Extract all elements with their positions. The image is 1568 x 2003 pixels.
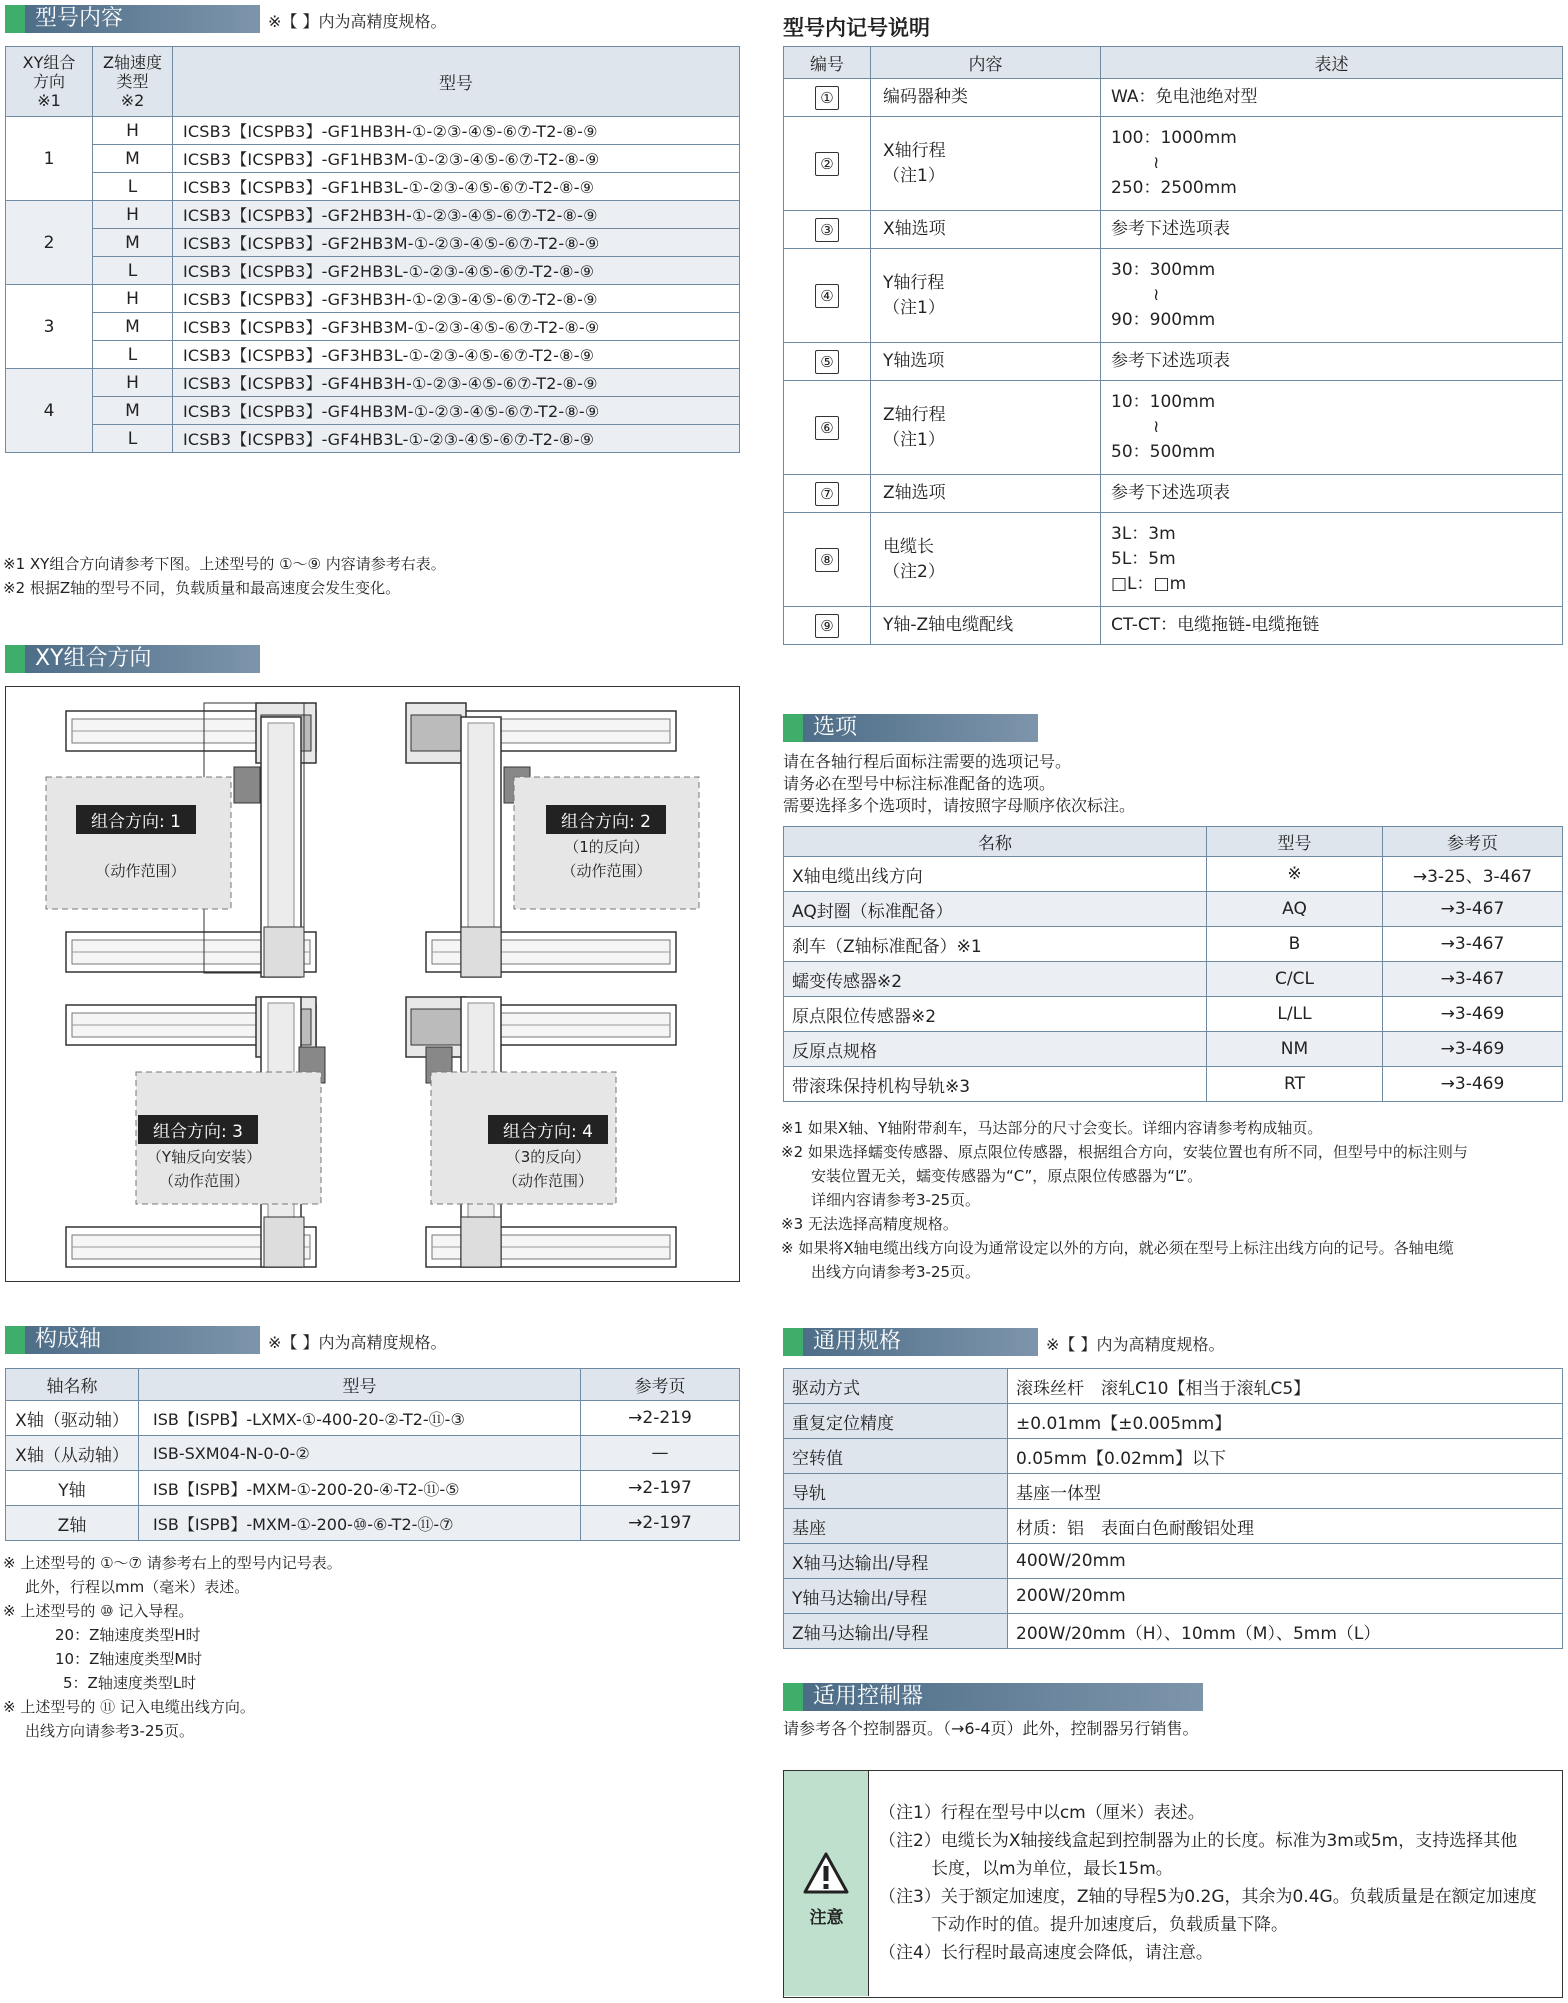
table-row (6, 257, 740, 285)
col-header-xy: XY组合 方向 ※1 (6, 47, 93, 117)
table-row (6, 397, 740, 425)
xy-diagram (6, 687, 738, 1280)
options-table-body (784, 857, 1563, 1102)
axis-name-cell: Z轴 (6, 1506, 139, 1541)
desc-line: 30：300mm (1111, 260, 1216, 280)
note-line: ※1 如果X轴、Y轴附带刹车，马达部分的尺寸会变长。详细内容请参考构成轴页。 (781, 1119, 1323, 1137)
warning-icon (802, 1851, 850, 1895)
table-row (784, 211, 1563, 249)
model-code-cell: ICSB3【ICSPB3】-GF2HB3M-①-②③-④⑤-⑥⑦-T2-⑧-⑨ (173, 229, 740, 257)
table-row (784, 513, 1563, 607)
axis-model-cell: ISB-SXM04-N-0-0-② (139, 1436, 581, 1471)
axis-model-cell: ISB【ISPB】-MXM-①-200-⑩-⑥-T2-⑪-⑦ (139, 1506, 581, 1541)
axis-page-cell: →2-197 (581, 1506, 740, 1541)
table-row (784, 1369, 1563, 1404)
option-name-cell: 刹车（Z轴标准配备）※1 (784, 927, 1207, 962)
col-header-model: 型号 (173, 47, 740, 117)
note-line: ※3 无法选择高精度规格。 (781, 1215, 958, 1233)
desc-line: 5L：5m (1111, 549, 1176, 569)
code-desc-cell (1101, 513, 1563, 607)
direction-sub: （3的反向） (505, 1148, 591, 1166)
spec-key-cell: 重复定位精度 (784, 1404, 1008, 1439)
option-name-cell: 带滚珠保持机构导轨※3 (784, 1067, 1207, 1102)
spec-value-cell: 200W/20mm（H）、10mm（M）、5mm（L） (1008, 1614, 1563, 1649)
option-page-cell: →3-467 (1383, 962, 1563, 997)
option-name-cell: AQ封圈（标准配备） (784, 892, 1207, 927)
col-header: 内容 (871, 47, 1101, 79)
option-code-cell: B (1207, 927, 1383, 962)
intro-line: 请务必在型号中标注标准配备的选项。 (783, 774, 1056, 793)
spec-value-cell: 滚珠丝杆 滚轧C10【相当于滚轧C5】 (1008, 1369, 1563, 1404)
code-content-cell (871, 343, 1101, 381)
table-row (6, 201, 740, 229)
table-row (784, 249, 1563, 343)
code-number: ⑤ (815, 350, 839, 374)
caution-line: （注3）关于额定加速度，Z轴的导程5为0.2G，其余为0.4G。负载质量是在额定加速度 (879, 1887, 1537, 1907)
code-number-cell (784, 475, 871, 513)
note-line: 此外，行程以mm（毫米）表述。 (25, 1578, 250, 1596)
col-header: 名称 (784, 827, 1207, 857)
code-number: ② (815, 152, 839, 176)
option-page-cell: →3-467 (1383, 892, 1563, 927)
note-line: 出线方向请参考3-25页。 (25, 1722, 195, 1740)
option-code-cell: AQ (1207, 892, 1383, 927)
table-row (784, 927, 1563, 962)
code-desc-cell (1101, 249, 1563, 343)
speed-cell: M (93, 229, 173, 257)
col-header: 轴名称 (6, 1369, 139, 1401)
table-row (784, 1614, 1563, 1649)
intro-line: 请在各轴行程后面标注需要的选项记号。 (783, 752, 1072, 771)
desc-line: □L：□m (1111, 574, 1187, 594)
table-row (784, 962, 1563, 997)
axes-table-body (6, 1401, 740, 1541)
desc-line: ≀ (1153, 153, 1160, 173)
model-code-cell: ICSB3【ICSPB3】-GF2HB3H-①-②③-④⑤-⑥⑦-T2-⑧-⑨ (173, 201, 740, 229)
desc-line: CT-CT：电缆拖链-电缆拖链 (1111, 615, 1320, 635)
content-line: （注2） (883, 561, 945, 582)
caution-side (784, 1771, 869, 1996)
xy-label-3 (138, 1115, 258, 1144)
model-code-cell: ICSB3【ICSPB3】-GF1HB3H-①-②③-④⑤-⑥⑦-T2-⑧-⑨ (173, 117, 740, 145)
note-line: 5：Z轴速度类型L时 (63, 1674, 197, 1692)
table-row (6, 341, 740, 369)
option-code-cell: RT (1207, 1067, 1383, 1102)
code-number: ⑧ (815, 548, 839, 572)
option-name-cell: X轴电缆出线方向 (784, 857, 1207, 892)
code-desc-cell (1101, 475, 1563, 513)
table-row (784, 1067, 1563, 1102)
xy-sub-4 (468, 1145, 628, 1193)
code-content-cell (871, 79, 1101, 117)
axis-name-cell: Y轴 (6, 1471, 139, 1506)
option-name-cell: 原点限位传感器※2 (784, 997, 1207, 1032)
model-code-cell: ICSB3【ICSPB3】-GF3HB3H-①-②③-④⑤-⑥⑦-T2-⑧-⑨ (173, 285, 740, 313)
spec-value-cell: 基座一体型 (1008, 1474, 1563, 1509)
table-row (784, 117, 1563, 211)
code-number-cell (784, 381, 871, 475)
table-row (784, 343, 1563, 381)
code-number-cell (784, 343, 871, 381)
speed-cell: M (93, 397, 173, 425)
codes-title: 型号内记号说明 (783, 16, 930, 40)
spec-key-cell: 基座 (784, 1509, 1008, 1544)
option-name-cell: 蠕变传感器※2 (784, 962, 1207, 997)
axis-page-cell: →2-197 (581, 1471, 740, 1506)
table-row (784, 1579, 1563, 1614)
direction-range: （动作范围） (561, 862, 652, 880)
model-code-cell: ICSB3【ICSPB3】-GF2HB3L-①-②③-④⑤-⑥⑦-T2-⑧-⑨ (173, 257, 740, 285)
axis-name-cell: X轴（从动轴） (6, 1436, 139, 1471)
section-title: XY组合方向 (35, 646, 152, 671)
speed-cell: H (93, 369, 173, 397)
table-row (784, 997, 1563, 1032)
table-row (6, 1401, 740, 1436)
table-row (6, 313, 740, 341)
direction-sub: （1的反向） (564, 838, 649, 856)
spec-key-cell: X轴马达输出/导程 (784, 1544, 1008, 1579)
option-code-cell: C/CL (1207, 962, 1383, 997)
code-number-cell (784, 513, 871, 607)
desc-line: 10：100mm (1111, 392, 1216, 412)
spec-value-cell: ±0.01mm【±0.005mm】 (1008, 1404, 1563, 1439)
code-desc-cell (1101, 607, 1563, 645)
section-header-axes (5, 1326, 260, 1354)
spec-key-cell: 空转值 (784, 1439, 1008, 1474)
axis-model-cell: ISB【ISPB】-LXMX-①-400-20-②-T2-⑪-③ (139, 1401, 581, 1436)
note-line: ※ 上述型号的 ①～⑦ 请参考右上的型号内记号表。 (3, 1554, 342, 1572)
model-code-cell: ICSB3【ICSPB3】-GF4HB3M-①-②③-④⑤-⑥⑦-T2-⑧-⑨ (173, 397, 740, 425)
option-code-cell: ※ (1207, 857, 1383, 892)
xy-direction-cell: 4 (6, 369, 93, 453)
code-desc-cell (1101, 79, 1563, 117)
caution-line: （注1）行程在型号中以cm（厘米）表述。 (879, 1803, 1205, 1823)
xy-direction-cell: 2 (6, 201, 93, 285)
code-content-cell (871, 513, 1101, 607)
spec-value-cell: 400W/20mm (1008, 1544, 1563, 1579)
caution-line: （注2）电缆长为X轴接线盒起到控制器为止的长度。标准为3m或5m，支持选择其他 (879, 1831, 1518, 1851)
xy-sub-2 (514, 835, 699, 883)
code-content-cell (871, 381, 1101, 475)
content-line: Y轴行程 (883, 272, 945, 293)
xy-label-4 (488, 1115, 608, 1144)
content-line: 电缆长 (883, 536, 934, 557)
option-page-cell: →3-25、3-467 (1383, 857, 1563, 892)
content-line: Y轴-Z轴电缆配线 (883, 615, 1014, 635)
specs-table-body (784, 1369, 1563, 1649)
xy-sub-3 (124, 1145, 284, 1193)
table-row (784, 892, 1563, 927)
col-header: 表述 (1101, 47, 1563, 79)
code-content-cell (871, 211, 1101, 249)
spec-key-cell: 驱动方式 (784, 1369, 1008, 1404)
desc-line: 3L：3m (1111, 524, 1176, 544)
content-line: （注1） (883, 297, 945, 318)
code-number-cell (784, 211, 871, 249)
xy-diagram-frame (5, 686, 740, 1282)
desc-line: 90：900mm (1111, 310, 1216, 330)
table-row (6, 229, 740, 257)
spec-value-cell: 0.05mm【0.02mm】以下 (1008, 1439, 1563, 1474)
speed-cell: L (93, 257, 173, 285)
speed-cell: L (93, 173, 173, 201)
direction-range: （动作范围） (502, 1172, 593, 1190)
table-row (6, 173, 740, 201)
code-desc-cell (1101, 117, 1563, 211)
option-code-cell: NM (1207, 1032, 1383, 1067)
table-row (784, 1544, 1563, 1579)
options-intro (783, 751, 1135, 817)
col-header: 编号 (784, 47, 871, 79)
caution-line: （注4）长行程时最高速度会降低，请注意。 (879, 1943, 1213, 1963)
caution-line: 长度，以m为单位，最长15m。 (931, 1859, 1173, 1879)
table-row (6, 145, 740, 173)
table-row (784, 1032, 1563, 1067)
table-row (784, 1474, 1563, 1509)
code-content-cell (871, 117, 1101, 211)
code-desc-cell (1101, 211, 1563, 249)
col-header-speed: Z轴速度 类型 ※2 (93, 47, 173, 117)
axes-table (5, 1368, 740, 1541)
speed-cell: H (93, 201, 173, 229)
option-page-cell: →3-469 (1383, 1032, 1563, 1067)
table-row (784, 79, 1563, 117)
speed-cell: H (93, 117, 173, 145)
section-header-xy (5, 645, 260, 673)
direction-label: 组合方向: 3 (138, 1115, 258, 1144)
desc-line: 100：1000mm (1111, 128, 1237, 148)
table-row (6, 1436, 740, 1471)
table-row (784, 381, 1563, 475)
section-title: 适用控制器 (813, 1684, 924, 1709)
spec-key-cell: 导轨 (784, 1474, 1008, 1509)
desc-line: 250：2500mm (1111, 178, 1237, 198)
note-line: ※ 上述型号的 ⑪ 记入电缆出线方向。 (3, 1698, 255, 1716)
spec-key-cell: Z轴马达输出/导程 (784, 1614, 1008, 1649)
model-table (5, 46, 740, 453)
spec-value-cell: 材质：铝 表面白色耐酸铝处理 (1008, 1509, 1563, 1544)
codes-table-body (784, 79, 1563, 645)
model-code-cell: ICSB3【ICSPB3】-GF1HB3L-①-②③-④⑤-⑥⑦-T2-⑧-⑨ (173, 173, 740, 201)
code-desc-cell (1101, 381, 1563, 475)
col-header: 型号 (139, 1369, 581, 1401)
desc-line: 参考下述选项表 (1111, 351, 1230, 371)
option-name-cell: 反原点规格 (784, 1032, 1207, 1067)
desc-line: ≀ (1153, 417, 1160, 437)
model-code-cell: ICSB3【ICSPB3】-GF1HB3M-①-②③-④⑤-⑥⑦-T2-⑧-⑨ (173, 145, 740, 173)
code-content-cell (871, 475, 1101, 513)
code-number: ① (815, 86, 839, 110)
desc-line: 参考下述选项表 (1111, 219, 1230, 239)
section-title: 通用规格 (813, 1329, 902, 1354)
content-line: （注1） (883, 429, 945, 450)
code-content-cell (871, 607, 1101, 645)
footnote: ※2 根据Z轴的型号不同，负载质量和最高速度会发生变化。 (3, 579, 401, 597)
options-notes (781, 1116, 1566, 1284)
col-header: 参考页 (1383, 827, 1563, 857)
model-code-cell: ICSB3【ICSPB3】-GF3HB3M-①-②③-④⑤-⑥⑦-T2-⑧-⑨ (173, 313, 740, 341)
code-content-cell (871, 249, 1101, 343)
col-header: 参考页 (581, 1369, 740, 1401)
code-number: ⑨ (815, 614, 839, 638)
spec-value-cell: 200W/20mm (1008, 1579, 1563, 1614)
desc-line: 参考下述选项表 (1111, 483, 1230, 503)
table-row (6, 1471, 740, 1506)
model-code-cell: ICSB3【ICSPB3】-GF4HB3L-①-②③-④⑤-⑥⑦-T2-⑧-⑨ (173, 425, 740, 453)
xy-direction-cell: 1 (6, 117, 93, 201)
section-title: 选项 (813, 715, 858, 740)
direction-label: 组合方向: 1 (76, 805, 196, 834)
content-line: Z轴行程 (883, 404, 946, 425)
model-table-body (6, 117, 740, 453)
section-title: 型号内容 (35, 6, 124, 31)
content-line: Z轴选项 (883, 483, 946, 503)
desc-line: ≀ (1153, 285, 1160, 305)
option-code-cell: L/LL (1207, 997, 1383, 1032)
table-row (6, 425, 740, 453)
intro-line: 需要选择多个选项时，请按照字母顺序依次标注。 (783, 796, 1136, 815)
model-code-cell: ICSB3【ICSPB3】-GF3HB3L-①-②③-④⑤-⑥⑦-T2-⑧-⑨ (173, 341, 740, 369)
section-header-specs (783, 1328, 1038, 1356)
code-number: ⑦ (815, 482, 839, 506)
spec-key-cell: Y轴马达输出/导程 (784, 1579, 1008, 1614)
speed-cell: H (93, 285, 173, 313)
code-number-cell (784, 607, 871, 645)
code-desc-cell (1101, 343, 1563, 381)
code-number: ⑥ (815, 416, 839, 440)
controller-text: 请参考各个控制器页。（→6-4页）此外，控制器另行销售。 (783, 1719, 1199, 1738)
caution-line: 下动作时的值。提升加速度后，负载质量下降。 (931, 1915, 1288, 1935)
axis-name-cell: X轴（驱动轴） (6, 1401, 139, 1436)
xy-label-2 (546, 805, 666, 834)
table-row (784, 857, 1563, 892)
note-line: ※ 如果将X轴电缆出线方向设为通常设定以外的方向，就必须在型号上标注出线方向的记号。各轴电缆 (781, 1239, 1454, 1257)
option-page-cell: →3-467 (1383, 927, 1563, 962)
caution-notes (879, 1799, 1559, 1967)
content-line: （注1） (883, 165, 945, 186)
speed-cell: M (93, 313, 173, 341)
options-table (783, 826, 1563, 1102)
xy-panel-1 (46, 703, 316, 977)
specs-table (783, 1368, 1563, 1649)
caution-box (783, 1770, 1563, 1998)
content-line: X轴行程 (883, 140, 946, 161)
codes-table (783, 46, 1563, 645)
code-number-cell (784, 249, 871, 343)
caution-label: 注意 (809, 1908, 844, 1928)
note-line: ※ 上述型号的 ⑩ 记入导程。 (3, 1602, 194, 1620)
direction-label: 组合方向: 4 (488, 1115, 608, 1144)
direction-range: （动作范围） (158, 1172, 249, 1190)
code-number: ③ (815, 218, 839, 242)
note-line: 20：Z轴速度类型H时 (55, 1626, 201, 1644)
table-row (784, 1404, 1563, 1439)
code-number: ④ (815, 284, 839, 308)
footnote: ※1 XY组合方向请参考下图。上述型号的 ①～⑨ 内容请参考右表。 (3, 555, 446, 573)
high-precision-note: ※【 】内为高精度规格。 (268, 12, 447, 31)
axes-notes (3, 1551, 743, 1743)
model-footnotes (3, 552, 743, 600)
table-row (784, 1509, 1563, 1544)
note-line: 安装位置无关，蠕变传感器为“C”，原点限位传感器为“L”。 (811, 1167, 1203, 1185)
table-row (6, 285, 740, 313)
note-line: 出线方向请参考3-25页。 (811, 1263, 981, 1281)
option-page-cell: →3-469 (1383, 1067, 1563, 1102)
option-page-cell: →3-469 (1383, 997, 1563, 1032)
desc-line: WA：免电池绝对型 (1111, 87, 1258, 107)
section-header-controller (783, 1683, 1203, 1711)
direction-label: 组合方向: 2 (546, 805, 666, 834)
xy-label-1 (76, 805, 196, 834)
speed-cell: L (93, 341, 173, 369)
content-line: 编码器种类 (883, 87, 968, 107)
direction-sub: （Y轴反向安装） (146, 1148, 262, 1166)
table-row (6, 1506, 740, 1541)
table-row (784, 475, 1563, 513)
section-header-options (783, 714, 1038, 742)
desc-line: 50：500mm (1111, 442, 1216, 462)
xy-direction-cell: 3 (6, 285, 93, 369)
xy-range-1: （动作范围） (95, 862, 186, 880)
model-code-cell: ICSB3【ICSPB3】-GF4HB3H-①-②③-④⑤-⑥⑦-T2-⑧-⑨ (173, 369, 740, 397)
note-line: ※2 如果选择蠕变传感器、原点限位传感器，根据组合方向，安装位置也有所不同，但型号中的标注则与 (781, 1143, 1468, 1161)
speed-cell: L (93, 425, 173, 453)
axis-page-cell: →2-219 (581, 1401, 740, 1436)
code-number-cell (784, 117, 871, 211)
table-row (6, 117, 740, 145)
axes-note: ※【 】内为高精度规格。 (268, 1333, 447, 1352)
content-line: Y轴选项 (883, 351, 945, 371)
axis-page-cell: — (581, 1436, 740, 1471)
table-row (784, 1439, 1563, 1474)
section-header-model (5, 5, 260, 33)
content-line: X轴选项 (883, 219, 946, 239)
specs-note: ※【 】内为高精度规格。 (1046, 1335, 1225, 1354)
speed-cell: M (93, 145, 173, 173)
note-line: 详细内容请参考3-25页。 (811, 1191, 981, 1209)
table-row (784, 607, 1563, 645)
section-title: 构成轴 (35, 1327, 102, 1352)
table-row (6, 369, 740, 397)
note-line: 10：Z轴速度类型M时 (55, 1650, 203, 1668)
code-number-cell (784, 79, 871, 117)
axis-model-cell: ISB【ISPB】-MXM-①-200-20-④-T2-⑪-⑤ (139, 1471, 581, 1506)
col-header: 型号 (1207, 827, 1383, 857)
